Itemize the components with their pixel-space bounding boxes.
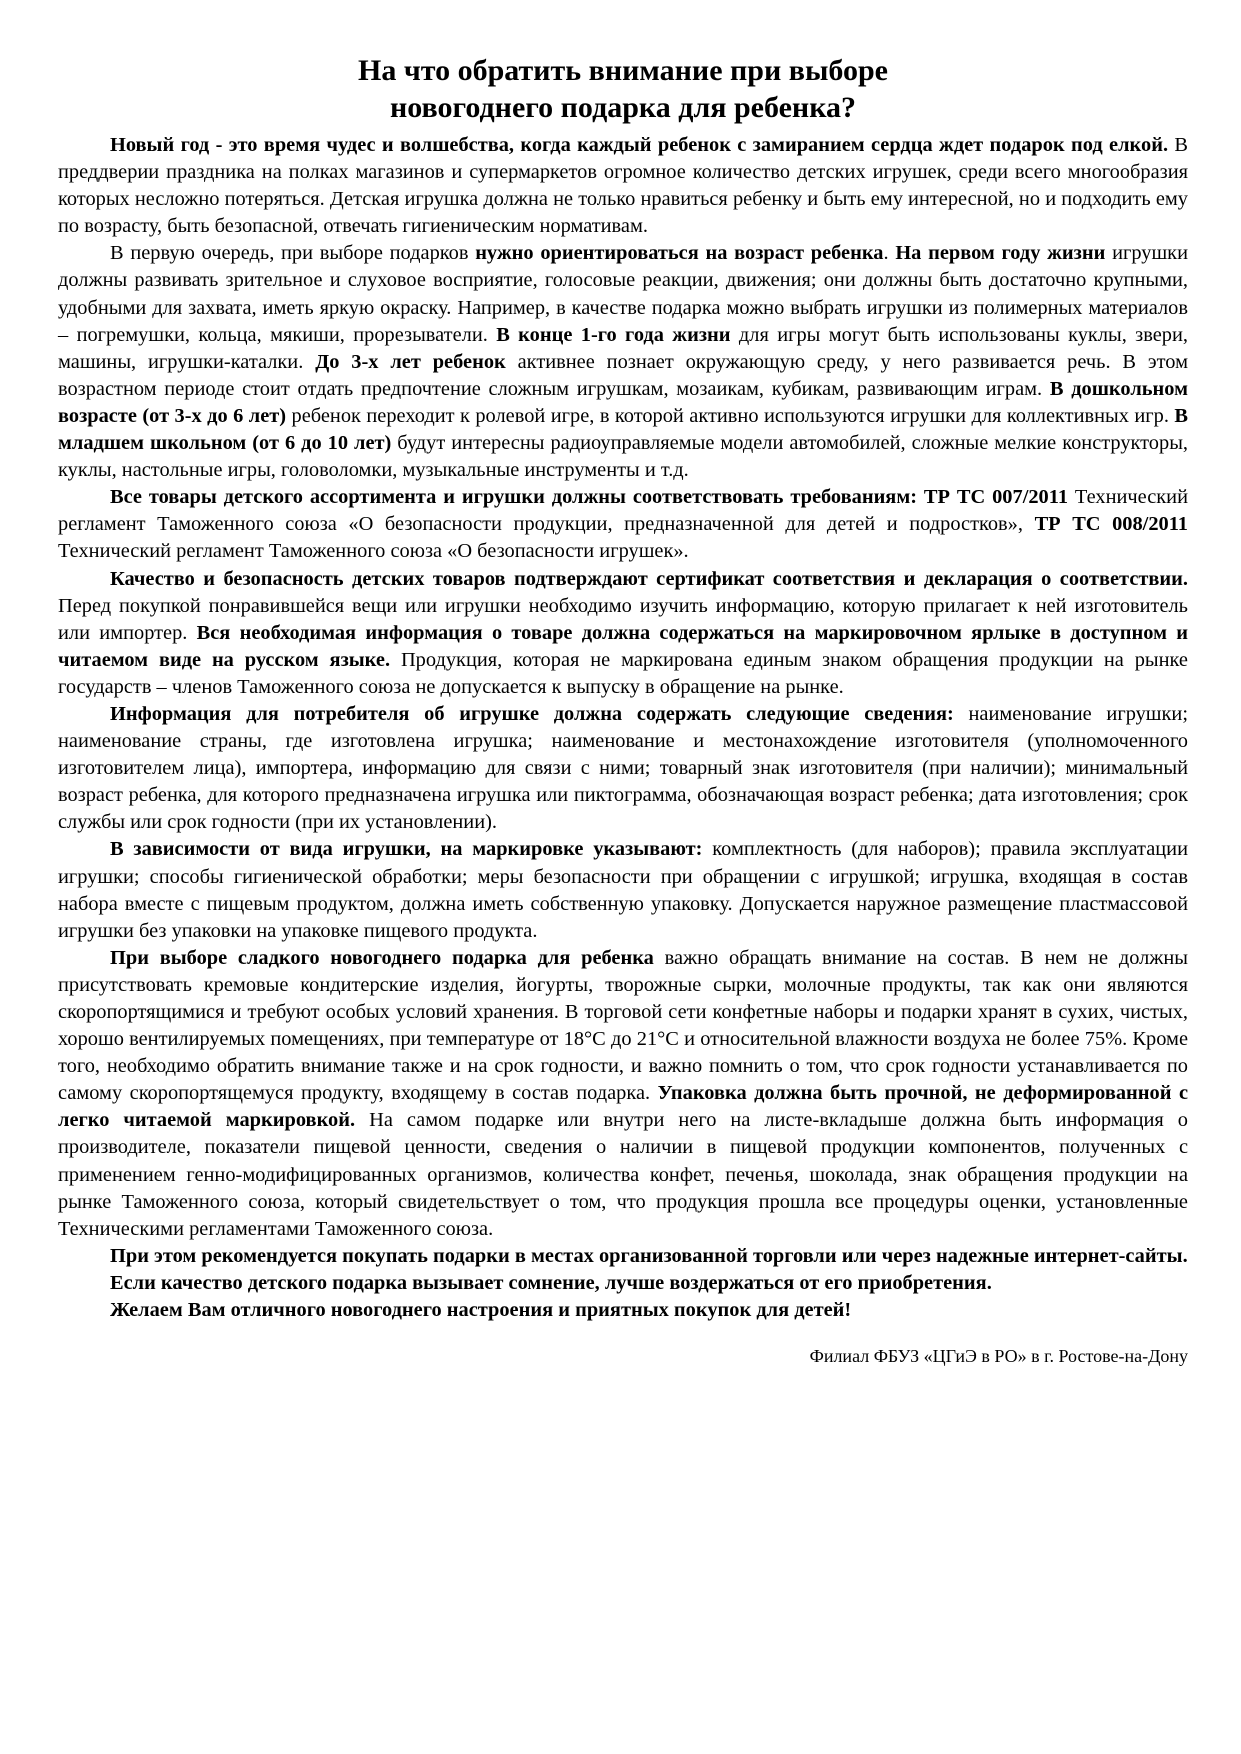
bold-text: ТР ТС 008/2011 — [1034, 513, 1189, 536]
paragraph — [58, 484, 1188, 565]
paragraph — [58, 240, 1188, 484]
text-run: Технический регламент Таможенного союза «О безопасности продукции, предназначенной для детей и подростков», — [58, 486, 1189, 536]
text-run: В первую очередь, при выборе подарков — [110, 242, 476, 265]
paragraph — [58, 1297, 1188, 1324]
bold-text: В младшем школьном (от 6 до 10 лет) — [58, 404, 1188, 455]
title-line-2: новогоднего подарка для ребенка? — [389, 91, 857, 124]
text-run: важно обращать внимание на состав. В нем не должны присутствовать кремовые кондитерские изделия, йогурты, творожные сырки, молочные продукты, так как они являются скоропортящимися и требуют особых условий хранения. В торговой сети конфетные наборы и подарки хранят в сухих, чистых, хорошо вентилируемых помещениях, при температуре от 18°С до 21°С и относительной влажности воздуха не более 75%. Кроме того, необходимо обратить внимание также и на срок годности, и важно помнить о том, что срок годности устанавливается по самому скоропортящемуся продукту, входящему в состав подарка. — [58, 946, 1189, 1105]
bold-text: нужно ориентироваться на возраст ребенка — [475, 242, 884, 265]
text-run: . — [883, 242, 896, 265]
paragraph — [58, 701, 1188, 836]
text-run: будут интересны радиоуправляемые модели автомобилей, сложные мелкие конструкторы, куклы, настольные игры, головоломки, музыкальные инструменты и т.д. — [58, 432, 1188, 482]
text-run: игрушки должны развивать зрительное и слуховое восприятие, голосовые реакции, движения; они должны быть достаточно крупными, удобными для захвата, иметь яркую окраску. Например, в качестве подарка можно выбрать игрушки из полимерных материалов – погремушки, кольца, мякиши, прорезыватели. — [58, 242, 1189, 346]
bold-text: Информация для потребителя об игрушке должна содержать следующие сведения: — [110, 702, 954, 725]
paragraph — [58, 945, 1188, 1243]
bold-text: На первом году жизни — [895, 242, 1106, 265]
text-run: ребенок переходит к ролевой игре, в которой активно используются игрушки для коллективных игр. — [286, 404, 1175, 427]
text-run: Перед покупкой понравившейся вещи или игрушки необходимо изучить информацию, которую прилагает к ней изготовитель или импортер. — [58, 594, 1188, 644]
signature: Филиал ФБУЗ «ЦГиЭ в РО» в г. Ростове-на-Дону — [809, 1346, 1188, 1367]
document-body — [58, 132, 1188, 1324]
paragraph — [58, 1243, 1188, 1270]
bold-text: До 3-х лет ребенок — [315, 350, 506, 373]
text-run: На самом подарке или внутри него на листе-вкладыше должна быть информация о производителе, показатели пищевой ценности, сведения о наличии в пищевой продукции компонентов, полученных с применением генно-модифицированных организмов, количества конфет, печенья, шоколада, знак обращения продукции на рынке Таможенного союза, который свидетельствует о том, что продукция прошла все процедуры оценки, установленные Техническими регламентами Таможенного союза. — [58, 1109, 1188, 1240]
bold-text: Желаем Вам отличного новогоднего настроения и приятных покупок для детей! — [110, 1299, 852, 1322]
bold-text: Вся необходимая информация о товаре должна содержаться на маркировочном ярлыке в доступном и читаемом виде на русском языке. — [58, 621, 1188, 671]
bold-text: Упаковка должна быть прочной, не деформированной с легко читаемой маркировкой. — [58, 1082, 1188, 1132]
bold-text: Если качество детского подарка вызывает сомнение, лучше воздержаться от его приобретения. — [110, 1271, 992, 1294]
text-run: наименование игрушки; наименование страны, где изготовлена игрушка; наименование и местонахождение изготовителя (уполномоченного изготовителем лица), импортера, информацию для связи с ними; товарный знак изготовителя (при наличии); минимальный возраст ребенка, для которого предназначена игрушка или пиктограмма, обозначающая возраст ребенка; дата изготовления; срок службы или срок годности (при их установлении). — [58, 702, 1188, 834]
paragraph — [58, 836, 1188, 944]
paragraph — [58, 1270, 1188, 1297]
text-run: активнее познает окружающую среду, у него развивается речь. В этом возрастном периоде стоит отдать предпочтение сложным игрушкам, мозаикам, кубикам, развивающим играм. — [58, 350, 1188, 400]
text-run: для игры могут быть использованы куклы, звери, машины, игрушки-каталки. — [58, 323, 1188, 373]
text-run: Продукция, которая не маркирована единым знаком обращения продукции на рынке государств – членов Таможенного союза не допускается к выпуску в обращение на рынке. — [58, 648, 1188, 698]
document-title — [58, 52, 1188, 126]
paragraph — [58, 132, 1188, 240]
bold-text: При выборе сладкого новогоднего подарка для ребенка — [110, 946, 654, 969]
bold-text: В конце 1-го года жизни — [496, 323, 731, 346]
bold-text: В дошкольном возрасте (от 3-х до 6 лет) — [58, 377, 1188, 427]
text-run: Технический регламент Таможенного союза «О безопасности игрушек». — [58, 540, 689, 563]
bold-text: Все товары детского ассортимента и игрушки должны соответствовать требованиям: ТР ТС 007/2011 — [110, 486, 1069, 509]
bold-text: В зависимости от вида игрушки, на маркировке указывают: — [110, 838, 703, 861]
paragraph — [58, 566, 1188, 701]
bold-text: Качество и безопасность детских товаров подтверждают сертификат соответствия и декларация о соответствии. — [110, 567, 1188, 590]
bold-text: Новый год - это время чудес и волшебства, когда каждый ребенок с замиранием сердца ждет подарок под елкой. — [110, 134, 1169, 156]
title-line-1: На что обратить внимание при выборе — [358, 54, 888, 87]
text-run: В преддверии праздника на полках магазинов и супермаркетов огромное количество детских игрушек, среди всего многообразия которых несложно потеряться. Детская игрушка должна не только нравиться ребенку и быть ему интересной, но и подходить ему по возрасту, быть безопасной, отвечать гигиеническим нормативам. — [58, 134, 1188, 238]
text-run: комплектность (для наборов); правила эксплуатации игрушки; способы гигиенической обработки; меры безопасности при обращении с игрушкой; игрушка, входящая в состав набора вместе с пищевым продуктом, должна иметь собственную упаковку. Допускается наружное размещение пластмассовой игрушки без упаковки на упаковке пищевого продукта. — [58, 838, 1188, 942]
bold-text: При этом рекомендуется покупать подарки в местах организованной торговли или через надежные интернет-сайты. — [110, 1244, 1188, 1267]
